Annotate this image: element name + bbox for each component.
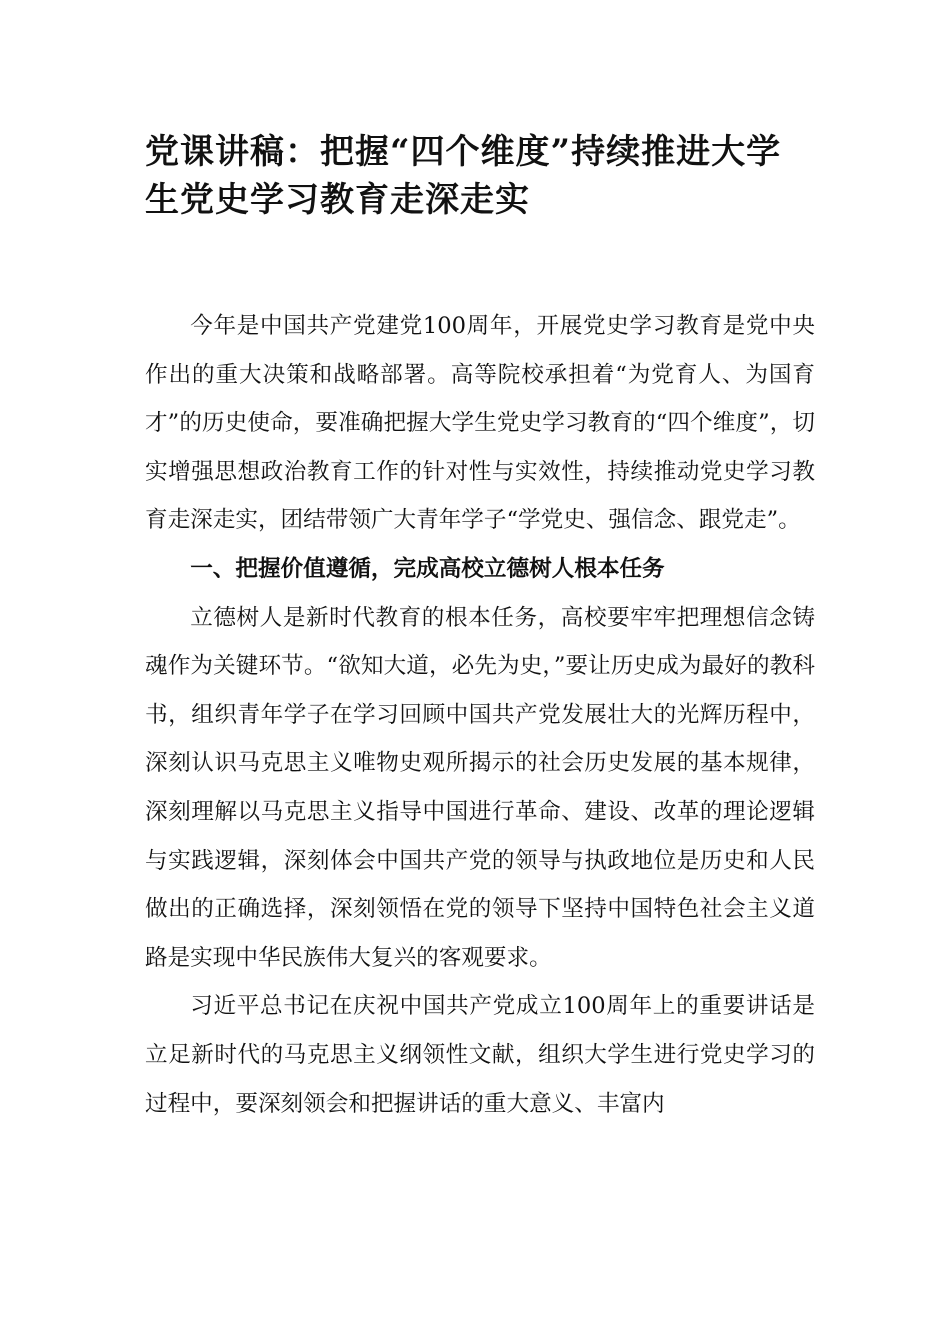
section-1-paragraph-1: 立德树人是新时代教育的根本任务，高校要牢牢把理想信念铸魂作为关键环节。“欲知大道，必先为史，”要让历史成为最好的教科书，组织青年学子在学习回顾中国共产党发展壮大的光辉历程中，深刻认识马克思主义唯物史观所揭示的社会历史发展的基本规律，深刻理解以马克思主义指导中国进行革命、建设、改革的理论逻辑与实践逻辑，深刻体会中国共产党的领导与执政地位是历史和人民做出的正确选择，深刻领悟在党的领导下坚持中国特色社会主义道路是实现中华民族伟大复兴的客观要求。	[145, 604, 815, 971]
document-page	[145, 128, 815, 1128]
intro-paragraph: 今年是中国共产党建党100周年，开展党史学习教育是党中央作出的重大决策和战略部署。高等院校承担着“为党育人、为国育才”的历史使命，要准确把握大学生党史学习教育的“四个维度”，切实增强思想政治教育工作的针对性与实效性，持续推动党史学习教育走深走实，团结带领广大青年学子“学党史、强信念、跟党走”。	[145, 313, 815, 534]
document-title: 党课讲稿：把握“四个维度”持续推进大学生党史学习教育走深走实	[145, 132, 782, 220]
section-1-paragraph-2: 习近平总书记在庆祝中国共产党成立100周年上的重要讲话是立足新时代的马克思主义纲领性文献，组织大学生进行党史学习的过程中，要深刻领会和把握讲话的重大意义、丰富内	[145, 993, 815, 1117]
section-heading-1: 一、把握价值遵循，完成高校立德树人根本任务	[190, 555, 665, 582]
